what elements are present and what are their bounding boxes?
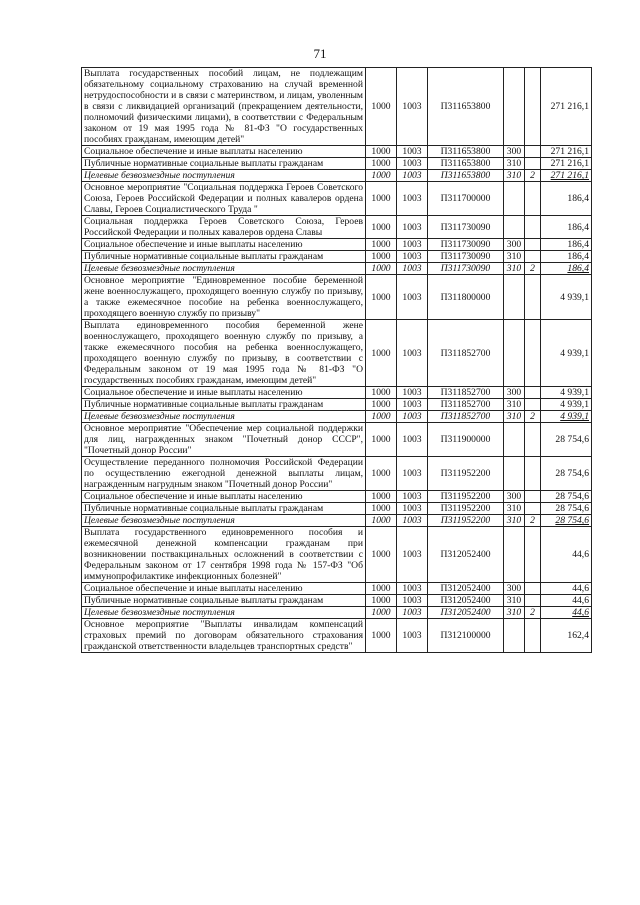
amount-cell: 28 754,6 [541,491,592,503]
amount-cell: 271 216,1 [541,158,592,170]
section-code-cell: 1000 [366,251,397,263]
table-row [82,491,592,503]
table-row [82,583,592,595]
source-code-cell [525,239,541,251]
source-code-cell [525,251,541,263]
target-article-cell: П311852700 [428,387,504,399]
table-row [82,595,592,607]
expense-type-cell: 310 [504,170,525,182]
subsection-code-cell: 1003 [397,68,428,146]
expense-name-cell: Публичные нормативные социальные выплаты гражданам [82,595,366,607]
amount-cell: 186,4 [541,263,592,275]
subsection-code-cell: 1003 [397,515,428,527]
expense-name-cell: Социальное обеспечение и иные выплаты населению [82,239,366,251]
amount-cell: 28 754,6 [541,423,592,457]
expense-type-cell: 310 [504,503,525,515]
subsection-code-cell: 1003 [397,239,428,251]
subsection-code-cell: 1003 [397,619,428,653]
expense-name-cell: Социальное обеспечение и иные выплаты населению [82,583,366,595]
source-code-cell [525,491,541,503]
expense-name-cell: Основное мероприятие "Обеспечение мер социальной поддержки для лиц, награжденных знаком "Почетный донор СССР", "Почетный донор России" [82,423,366,457]
table-body [82,68,592,653]
table-row [82,216,592,239]
section-code-cell: 1000 [366,158,397,170]
expense-name-cell: Выплата государственного единовременного пособия и ежемесячной денежной компенсации гражданам при возникновении поствакцинальных осложнений в соответствии с Федеральным законом от 17 сентября 1998 года № 157-ФЗ "Об иммунопрофилактике инфекционных болезней" [82,527,366,583]
expense-name-cell: Публичные нормативные социальные выплаты гражданам [82,399,366,411]
expense-name-cell: Основное мероприятие "Социальная поддержка Героев Советского Союза, Героев Российской Федерации и полных кавалеров ордена Славы, Героев Социалистического Труда " [82,182,366,216]
target-article-cell: П312052400 [428,527,504,583]
expense-type-cell: 300 [504,387,525,399]
section-code-cell: 1000 [366,170,397,182]
amount-cell: 28 754,6 [541,503,592,515]
amount-cell: 44,6 [541,583,592,595]
subsection-code-cell: 1003 [397,595,428,607]
source-code-cell [525,527,541,583]
expense-name-cell: Целевые безвозмездные поступления [82,170,366,182]
section-code-cell: 1000 [366,320,397,387]
expense-name-cell: Социальное обеспечение и иные выплаты населению [82,387,366,399]
target-article-cell: П311700000 [428,182,504,216]
source-code-cell [525,320,541,387]
table-row [82,263,592,275]
expense-name-cell: Выплата государственных пособий лицам, не подлежащим обязательному социальному страхованию на случай временной нетрудоспособности и в связи с материнством, и лицам, уволенным в связи с ликвидацией организаций (прекращением деятельности, полномочий физическими лицами), в соответствии с Федеральным законом от 19 мая 1995 года № 81-ФЗ "О государственных пособиях гражданам, имеющим детей" [82,68,366,146]
subsection-code-cell: 1003 [397,146,428,158]
budget-table [81,67,592,653]
table-row [82,423,592,457]
expense-name-cell: Целевые безвозмездные поступления [82,515,366,527]
subsection-code-cell: 1003 [397,251,428,263]
section-code-cell: 1000 [366,503,397,515]
section-code-cell: 1000 [366,68,397,146]
table-row [82,320,592,387]
table-row [82,515,592,527]
target-article-cell: П311952200 [428,503,504,515]
target-article-cell: П311852700 [428,320,504,387]
table-row [82,457,592,491]
table-row [82,182,592,216]
subsection-code-cell: 1003 [397,170,428,182]
section-code-cell: 1000 [366,515,397,527]
source-code-cell [525,387,541,399]
target-article-cell: П311730090 [428,239,504,251]
target-article-cell: П311730090 [428,251,504,263]
expense-type-cell: 300 [504,239,525,251]
subsection-code-cell: 1003 [397,399,428,411]
expense-type-cell: 310 [504,399,525,411]
section-code-cell: 1000 [366,423,397,457]
page-number: 71 [313,46,327,61]
target-article-cell: П311730090 [428,216,504,239]
source-code-cell [525,158,541,170]
expense-type-cell [504,457,525,491]
target-article-cell: П312052400 [428,595,504,607]
section-code-cell: 1000 [366,263,397,275]
expense-name-cell: Осуществление переданного полномочия Российской Федерации по осуществлению ежегодной денежной выплаты лицам, награжденным нагрудным знаком "Почетный донор России" [82,457,366,491]
expense-name-cell: Социальное обеспечение и иные выплаты населению [82,491,366,503]
amount-cell: 271 216,1 [541,146,592,158]
expense-name-cell: Публичные нормативные социальные выплаты гражданам [82,251,366,263]
table-row [82,607,592,619]
target-article-cell: П312052400 [428,583,504,595]
expense-name-cell: Публичные нормативные социальные выплаты гражданам [82,158,366,170]
amount-cell: 4 939,1 [541,387,592,399]
table-row [82,503,592,515]
expense-type-cell: 310 [504,595,525,607]
section-code-cell: 1000 [366,619,397,653]
target-article-cell: П311952200 [428,457,504,491]
target-article-cell: П311952200 [428,515,504,527]
table-row [82,68,592,146]
subsection-code-cell: 1003 [397,503,428,515]
subsection-code-cell: 1003 [397,411,428,423]
subsection-code-cell: 1003 [397,275,428,320]
table-row [82,170,592,182]
table-row [82,387,592,399]
expense-type-cell [504,68,525,146]
source-code-cell: 2 [525,515,541,527]
expense-name-cell: Основное мероприятие "Единовременное пособие беременной жене военнослужащего, проходящего военную службу по призыву, а также ежемесячное пособие на ребенка военнослужащего, проходящего военную службу по призыву" [82,275,366,320]
source-code-cell: 2 [525,170,541,182]
amount-cell: 4 939,1 [541,320,592,387]
amount-cell: 186,4 [541,251,592,263]
expense-name-cell: Целевые безвозмездные поступления [82,411,366,423]
target-article-cell: П312052400 [428,607,504,619]
source-code-cell [525,503,541,515]
source-code-cell [525,423,541,457]
target-article-cell: П311730090 [428,263,504,275]
source-code-cell [525,457,541,491]
target-article-cell: П311900000 [428,423,504,457]
subsection-code-cell: 1003 [397,182,428,216]
section-code-cell: 1000 [366,491,397,503]
target-article-cell: П311852700 [428,411,504,423]
expense-type-cell [504,320,525,387]
target-article-cell: П312100000 [428,619,504,653]
expense-type-cell [504,182,525,216]
expense-type-cell: 300 [504,491,525,503]
expense-name-cell: Социальное обеспечение и иные выплаты населению [82,146,366,158]
amount-cell: 162,4 [541,619,592,653]
section-code-cell: 1000 [366,595,397,607]
expense-type-cell [504,619,525,653]
section-code-cell: 1000 [366,527,397,583]
subsection-code-cell: 1003 [397,491,428,503]
amount-cell: 186,4 [541,239,592,251]
table-row [82,251,592,263]
target-article-cell: П311852700 [428,399,504,411]
subsection-code-cell: 1003 [397,583,428,595]
subsection-code-cell: 1003 [397,216,428,239]
expense-type-cell: 300 [504,146,525,158]
source-code-cell [525,275,541,320]
table-row [82,158,592,170]
expense-type-cell [504,527,525,583]
source-code-cell [525,583,541,595]
table-row [82,399,592,411]
table-row [82,146,592,158]
amount-cell: 186,4 [541,216,592,239]
section-code-cell: 1000 [366,387,397,399]
target-article-cell: П311653800 [428,68,504,146]
expense-name-cell: Выплата единовременного пособия беременной жене военнослужащего, проходящего военную службу по призыву, а также ежемесячного пособия на ребенка военнослужащего, проходящего военную службу по призыву, в соответствии с Федеральным законом от 19 мая 1995 года № 81-ФЗ "О государственных пособиях гражданам, имеющим детей" [82,320,366,387]
section-code-cell: 1000 [366,239,397,251]
subsection-code-cell: 1003 [397,607,428,619]
subsection-code-cell: 1003 [397,263,428,275]
expense-type-cell [504,275,525,320]
expense-type-cell: 310 [504,607,525,619]
expense-type-cell: 310 [504,158,525,170]
target-article-cell: П311952200 [428,491,504,503]
expense-type-cell: 310 [504,263,525,275]
subsection-code-cell: 1003 [397,457,428,491]
amount-cell: 271 216,1 [541,170,592,182]
table-row [82,275,592,320]
section-code-cell: 1000 [366,457,397,491]
expense-name-cell: Социальная поддержка Героев Советского Союза, Героев Российской Федерации и полных кавалеров ордена Славы [82,216,366,239]
amount-cell: 44,6 [541,527,592,583]
table-row [82,239,592,251]
amount-cell: 4 939,1 [541,399,592,411]
expense-type-cell: 310 [504,251,525,263]
section-code-cell: 1000 [366,182,397,216]
expense-type-cell: 310 [504,411,525,423]
source-code-cell [525,182,541,216]
amount-cell: 44,6 [541,595,592,607]
amount-cell: 186,4 [541,182,592,216]
section-code-cell: 1000 [366,399,397,411]
source-code-cell: 2 [525,263,541,275]
amount-cell: 271 216,1 [541,68,592,146]
source-code-cell [525,216,541,239]
section-code-cell: 1000 [366,146,397,158]
expense-name-cell: Целевые безвозмездные поступления [82,263,366,275]
expense-type-cell [504,423,525,457]
expense-name-cell: Публичные нормативные социальные выплаты гражданам [82,503,366,515]
section-code-cell: 1000 [366,607,397,619]
subsection-code-cell: 1003 [397,387,428,399]
subsection-code-cell: 1003 [397,158,428,170]
amount-cell: 28 754,6 [541,457,592,491]
amount-cell: 44,6 [541,607,592,619]
source-code-cell [525,619,541,653]
expense-type-cell: 300 [504,583,525,595]
expense-name-cell: Основное мероприятие "Выплаты инвалидам компенсаций страховых премий по договорам обязательного страхования гражданской ответственности владельцев транспортных средств" [82,619,366,653]
amount-cell: 4 939,1 [541,411,592,423]
target-article-cell: П311653800 [428,146,504,158]
source-code-cell [525,399,541,411]
source-code-cell [525,595,541,607]
source-code-cell: 2 [525,411,541,423]
source-code-cell [525,146,541,158]
expense-type-cell: 310 [504,515,525,527]
expense-name-cell: Целевые безвозмездные поступления [82,607,366,619]
section-code-cell: 1000 [366,411,397,423]
target-article-cell: П311653800 [428,170,504,182]
section-code-cell: 1000 [366,583,397,595]
table-row [82,527,592,583]
subsection-code-cell: 1003 [397,423,428,457]
source-code-cell [525,68,541,146]
source-code-cell: 2 [525,607,541,619]
target-article-cell: П311800000 [428,275,504,320]
expense-type-cell [504,216,525,239]
target-article-cell: П311653800 [428,158,504,170]
table-row [82,619,592,653]
table-row [82,411,592,423]
section-code-cell: 1000 [366,216,397,239]
subsection-code-cell: 1003 [397,320,428,387]
section-code-cell: 1000 [366,275,397,320]
subsection-code-cell: 1003 [397,527,428,583]
amount-cell: 4 939,1 [541,275,592,320]
amount-cell: 28 754,6 [541,515,592,527]
